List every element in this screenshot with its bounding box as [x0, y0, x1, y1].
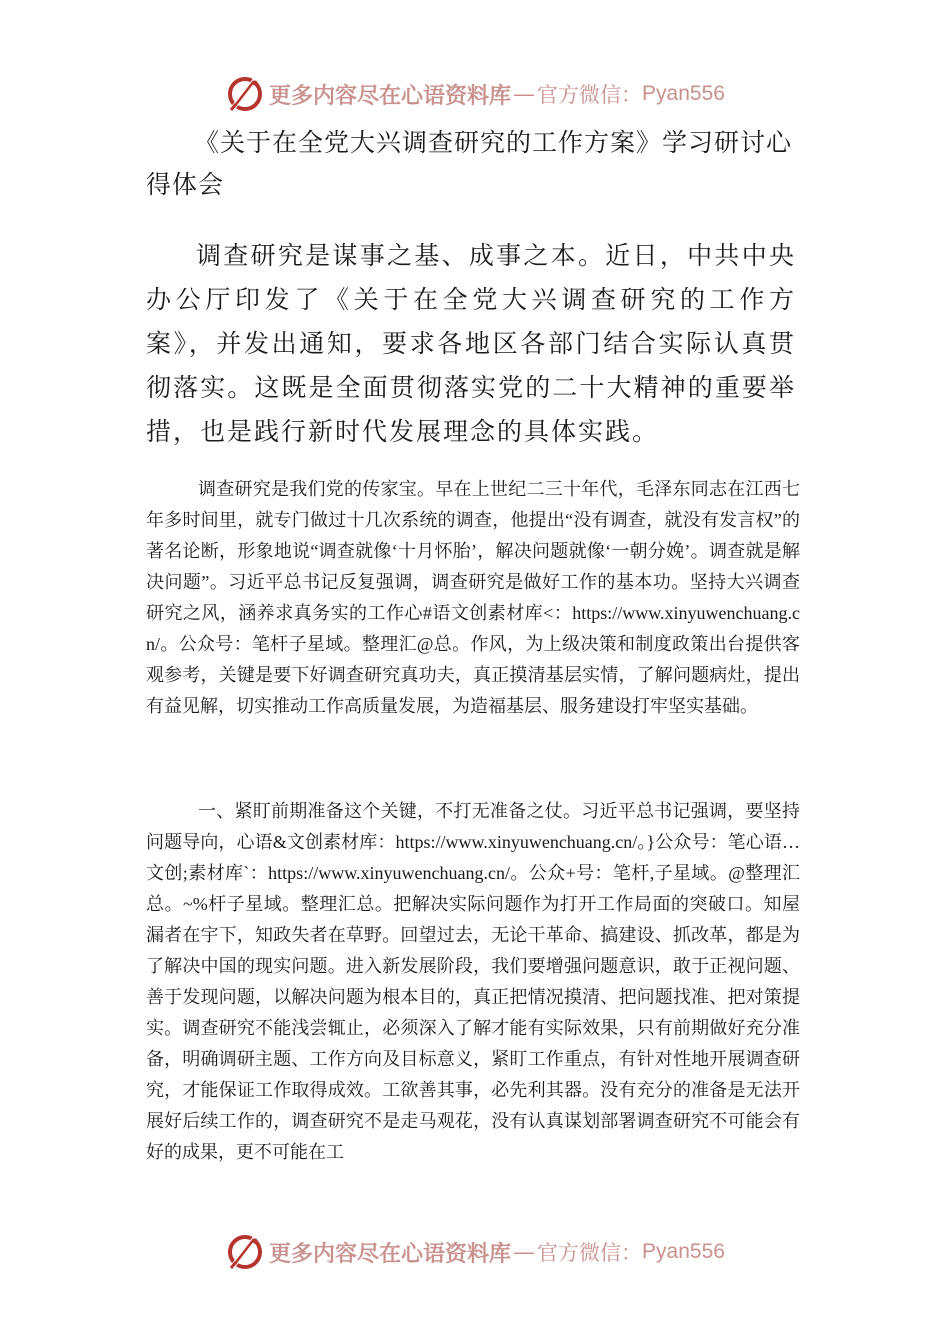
- watermark-main-text: 更多内容尽在心语资料库: [269, 82, 512, 109]
- footer-watermark: [0, 1230, 950, 1274]
- watermark-wechat-id: Pyan556: [642, 82, 725, 105]
- header-watermark: [0, 72, 950, 116]
- watermark-main-text: 更多内容尽在心语资料库: [269, 1240, 512, 1267]
- pen-logo-icon: [225, 1232, 265, 1272]
- pen-logo-icon: [225, 74, 265, 114]
- lead-paragraph: 调查研究是谋事之基、成事之本。近日，中共中央办公厅印发了《关于在全党大兴调查研究的工作方案》，并发出通知，要求各地区各部门结合实际认真贯彻落实。这既是全面贯彻落实党的二十大精神的重要举措，也是践行新时代发展理念的具体实践。: [146, 241, 796, 446]
- watermark-label: 官方微信：: [537, 1241, 643, 1265]
- watermark-label: 官方微信：: [537, 83, 643, 107]
- watermark-dash: —: [513, 81, 536, 107]
- body-paragraph: 调查研究是我们党的传家宝。早在上世纪二三十年代，毛泽东同志在江西七年多时间里，就专门做过十几次系统的调查，他提出“没有调查，就没有发言权”的著名论断，形象地说“调查就像‘十月怀胎’，解决问题就像‘一朝分娩’。调查就是解决问题”。习近平总书记反复强调，调查研究是做好工作的基本功。坚持大兴调查研究之风，涵养求真务实的工作心#语文创素材库<：https://www.xinyuwenchuang.cn/。公众号：笔杆子星域。整理汇@总。作风，为上级决策和制度政策出台提供客观参考，关键是要下好调查研究真功夫，真正摸清基层实情，了解问题病灶，提出有益见解，切实推动工作高质量发展，为造福基层、服务建设打牢坚实基础。: [146, 479, 800, 716]
- body-paragraph: 一、紧盯前期准备这个关键，不打无准备之仗。习近平总书记强调，要坚持问题导向，心语&文创素材库：https://www.xinyuwenchuang.cn/。}公众号：笔心语…文创;素材库`：https://www.xinyuwenchuang.cn/。公众+号：笔杆,子星域。@整理汇总。~%杆子星域。整理汇总。把解决实际问题作为打开工作局面的突破口。知屋漏者在宇下，知政失者在草野。回望过去，无论干革命、搞建设、抓改革，都是为了解决中国的现实问题。进入新发展阶段，我们要增强问题意识，敢于正视问题、善于发现问题，以解决问题为根本目的，真正把情况摸清、把问题找准、把对策提实。调查研究不能浅尝辄止，必须深入了解才能有实际效果，只有前期做好充分准备，明确调研主题、工作方向及目标意义，紧盯工作重点，有针对性地开展调查研究，才能保证工作取得成效。工欲善其事，必先利其器。没有充分的准备是无法开展好后续工作的，调查研究不是走马观花，没有认真谋划部署调查研究不可能会有好的成果，更不可能在工: [146, 801, 800, 1162]
- watermark-dash: —: [513, 1239, 536, 1265]
- document-title: 《关于在全党大兴调查研究的工作方案》学习研讨心得体会: [146, 128, 793, 199]
- watermark-wechat-id: Pyan556: [642, 1240, 725, 1263]
